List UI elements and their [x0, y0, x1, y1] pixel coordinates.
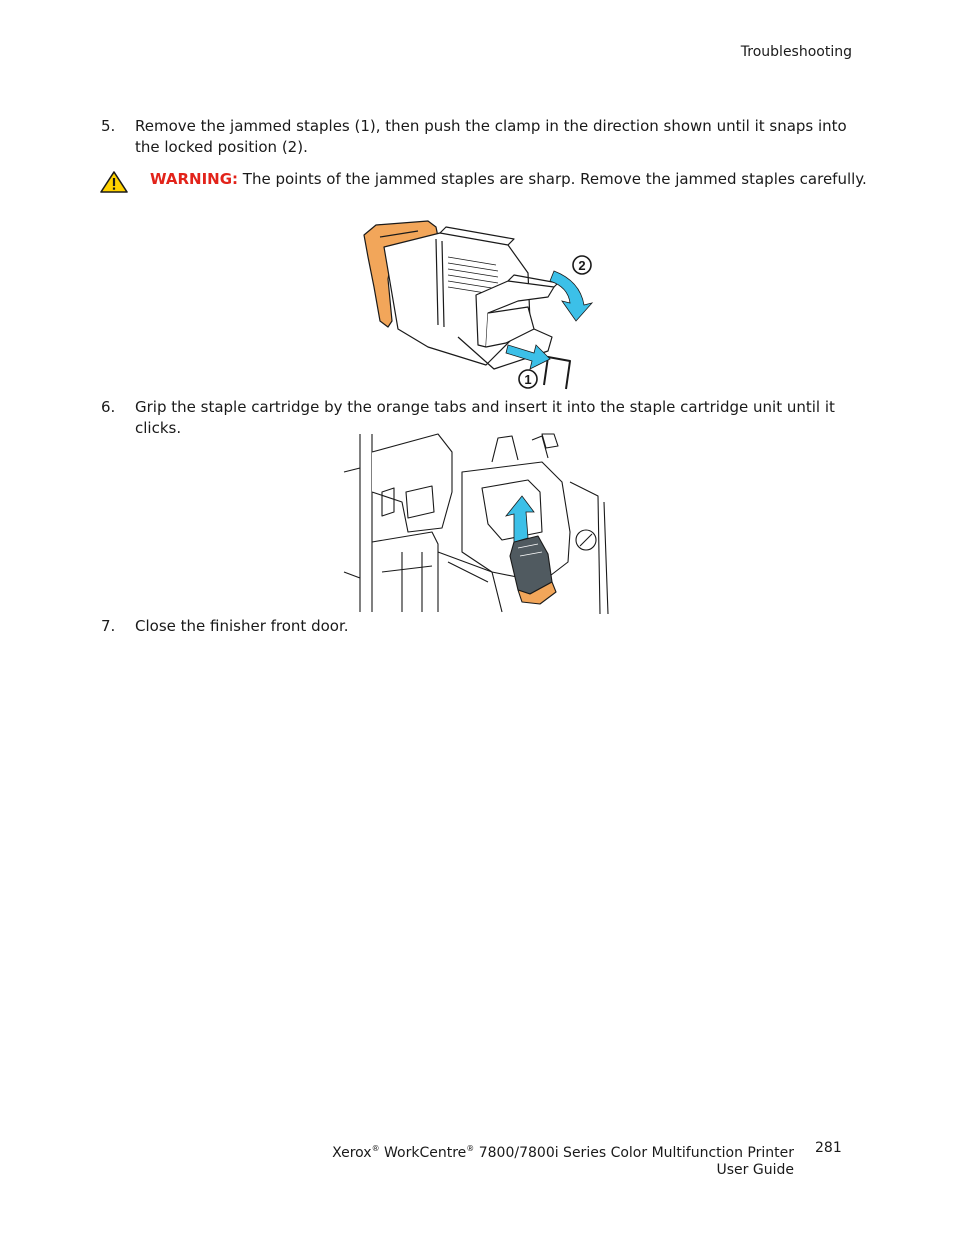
warning-message: The points of the jammed staples are sharp. Remove the jammed staples carefully. [238, 170, 867, 188]
footer-product [332, 1140, 794, 1179]
callout-1: 1 [524, 372, 532, 387]
step-text: Grip the staple cartridge by the orange tabs and insert it into the staple cartridge unit until it clicks. [135, 398, 835, 437]
callout-2: 2 [578, 258, 586, 273]
warning-note [100, 169, 867, 193]
running-header: Troubleshooting [740, 44, 852, 60]
step-number: 6. [101, 398, 116, 416]
step-text: Close the finisher front door. [135, 617, 349, 635]
footer-guide: User Guide [716, 1162, 794, 1178]
staple-cartridge-illustration [358, 217, 598, 395]
warning-text [150, 169, 867, 190]
step-number: 5. [101, 117, 116, 135]
footer-brand: Xerox [332, 1145, 372, 1161]
footer-product-line [332, 1140, 794, 1162]
page-number: 281 [815, 1140, 842, 1156]
warning-triangle-icon [100, 171, 128, 193]
footer-reg-mark-2: ® [466, 1144, 475, 1153]
footer-product-name: WorkCentre [379, 1145, 467, 1161]
step-number: 7. [101, 617, 116, 635]
warning-label: WARNING: [150, 170, 239, 188]
footer-reg-mark: ® [371, 1144, 380, 1153]
footer-model: 7800/7800i Series Color Multifunction Printer [474, 1145, 794, 1161]
finisher-interior-illustration [342, 432, 612, 614]
step-text: Remove the jammed staples (1), then push the clamp in the direction shown until it snaps into the locked position (2). [135, 117, 847, 156]
